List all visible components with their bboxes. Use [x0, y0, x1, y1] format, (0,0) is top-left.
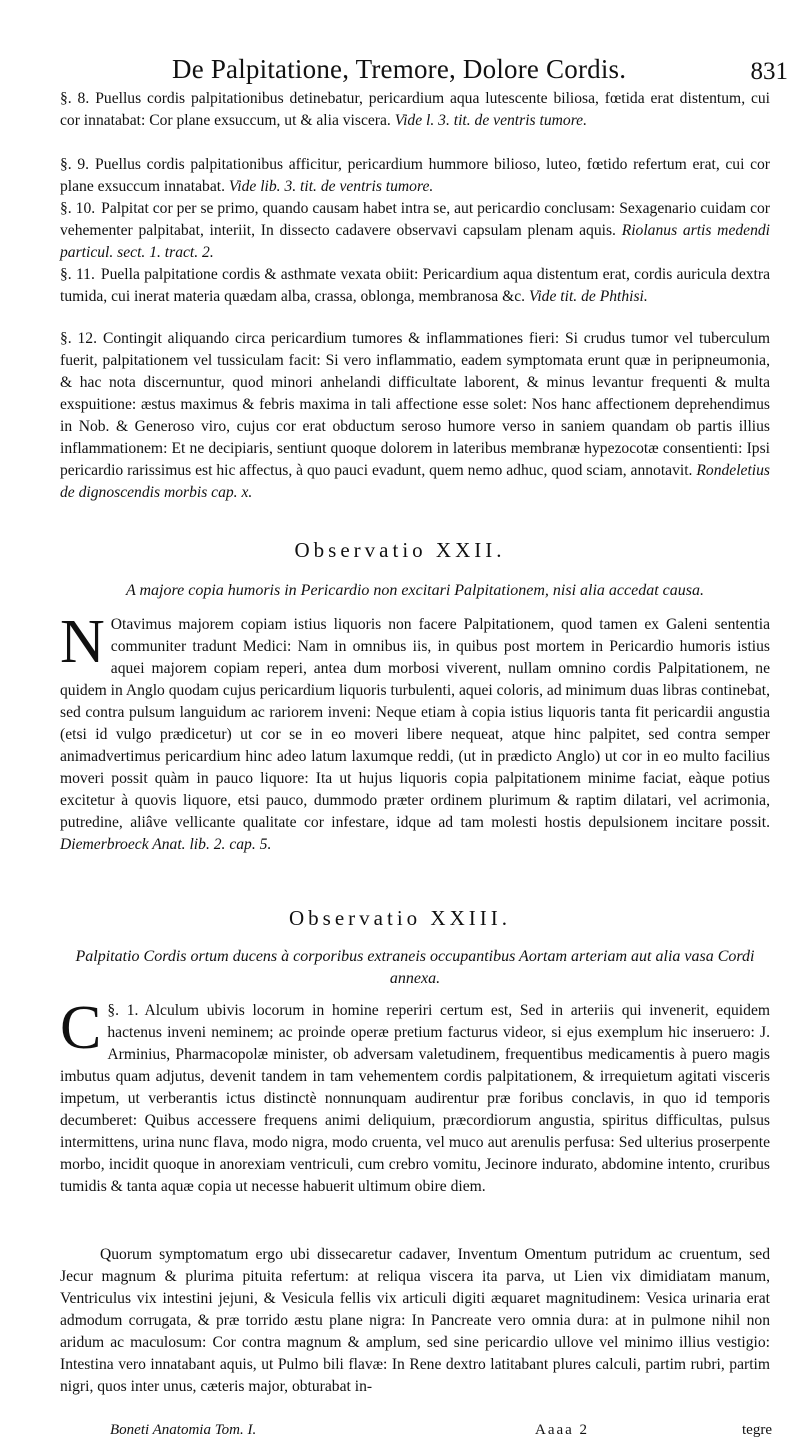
entry-text: Palpitat cor per se primo, quando causam habet intra se, aut pericardio conclusam: Sexagenario cuidam cor vehementer palpitabat, interiit, In dissecto cadavere observavi capsulam plenam aquis. — [60, 200, 770, 239]
entry-paragraph-8 — [60, 88, 770, 132]
citation: Riolanus artis medendi particul. sect. 1. tract. 2. — [60, 222, 771, 261]
section-number: §. 8. — [60, 90, 90, 107]
observation-paragraph-2: Quorum symptomatum ergo ubi dissecaretur cadaver, Inventum Omentum putridum ac cruentum, sed Jecur magnum & plurima pituita refertum: at reliqua viscera ita parva, ut Lien vix dimidiatam manum, Ventriculus vix intestini jejuni, & Vesicula fellis vix articuli digiti æquaret magnitudinem: Vesica urinaria erat admodum corrugata, & præ torrido æstu plane nigra: In Pancreate vero omnia dura: at in pulmone nihil non aridum ac maculosum: Cor contra magnum & amplum, sed sine pericardio ullove vel minimo illius vestigio: Intestina vero innatabant aquis, ut Pulmo bili flavæ: In Rene dextro latitabant plures calculi, partim rubri, partim nigri, quos inter unus, cæteris major, obturabat in- — [60, 1246, 770, 1395]
observation-text: Otavimus majorem copiam istius liquoris non facere Palpitationem, quod tamen ex Galeni sententia communiter tradunt Medici: Nam in omnibus iis, in quibus post mortem in Pericardio humoris istius aquei majorem copiam reperi, antea dum morbosi viverent, nullam omnino cordis Palpitationem, ne quidem in Anglo quodam cujus pericardium liquoris turbulenti, aquei coloris, ad minimum duas libras continebat, sed contra pulsum languidum ac rariorem inveni: Neque etiam à copia istius liquoris tanta fit pericardii angustia (etsi id vulgo prædicetur) ut cor se in eo moveri libere nequeat, atque hinc palpitet, sed contra semper animadvertimus pericardium hinc adeo latum laxumque reddi, (ut in prædicto Anglo) ut cor in eo multo facilius moveri possit quàm in pauco liquore: Ita ut hujus liquoris copia palpitationem minime faciat, eàque potius excitetur à quovis liquore, etsi pauco, dummodo præter ordinem plurimum & raptim dilatari, vel acrimonia, putredine, aliâve vellicante qualitate cor infestare, idque ad tam molesti hostis depulsionem incitare possit. — [60, 616, 770, 831]
signature-mark: Aaaa 2 — [535, 1422, 590, 1438]
citation: Vide l. 3. tit. de ventris tumore. — [394, 112, 588, 129]
entry-text: Puella palpitatione cordis & asthmate vexata obiit: Pericardium aqua distentum erat, cordis auricula dextra tumida, cui inerat materia quædam alba, crassa, oblonga, membranosa &c. — [60, 266, 771, 305]
entry-paragraph-12 — [60, 328, 770, 504]
observation-text: Alculum ubivis locorum in homine reperiri certum est, Sed in arteriis qui invenerit, equidem hactenus inveni neminem; ac proinde operæ pretium facturus videor, si ejus exemplum hic inseruero: J. Arminius, Pharmacopolæ minister, ob adversam valetudinem, frequentibus medicamentis à puero magis imbutus quam adjutus, devenit tandem in tam vehementem cordis palpitationem, & irrequietum agitati visceris impetum, ut verberantis ictus distinctè nonnunquam audirentur præ foribus conclavis, in quo id temporis decumberet: Quibus accessere frequens animi deliquium, præcordiorum angustia, spiritus difficultas, pulsus intermittens, urina nunc flava, modo nigra, modo cruenta, vel muco aut arenulis perfusa: Sed ulterius proserpente morbo, incidit quoque in anorexiam ventriculi, cum crebro vomitu, Jecinore indurato, abdomine intento, cruribus tumidis & tanta aquæ copia ut necesse habuerit ultimum obire diem. — [60, 1002, 770, 1195]
citation: Diemerbroeck Anat. lib. 2. cap. 5. — [60, 836, 272, 853]
drop-cap: C — [60, 994, 102, 1062]
section-number: §. 11. — [60, 266, 95, 283]
observation-body-23 — [60, 994, 770, 1198]
citation: Vide tit. de Phthisi. — [528, 288, 648, 305]
entry-text: Puellus cordis palpitationibus detinebatur, pericardium aqua lutescente biliosa, fœtida erat distentum, cui cor innatabat: Cor plane exsuccum, ut & alia viscera. — [60, 90, 770, 129]
observation-heading-23: Observatio XXIII. — [289, 906, 511, 930]
observation-heading-22: Observatio XXII. — [294, 538, 506, 562]
observation-subtitle-23: Palpitatio Cordis ortum ducens à corporibus extraneis occupantibus Aortam arteriam aut alia vasa Cordi annexa. — [75, 948, 755, 987]
entry-text: Puellus cordis palpitationibus afficitur, pericardium hummore bilioso, luteo, fœtido refertum erat, cui cor plane exsuccum innatabat. — [60, 156, 770, 195]
section-number: §. 1. — [107, 1002, 139, 1019]
citation: Rondeletius de dignoscendis morbis cap. x. — [60, 462, 770, 501]
citation: Vide lib. 3. tit. de ventris tumore. — [228, 178, 434, 195]
observation-body-22 — [60, 608, 770, 856]
catchword: tegre — [742, 1422, 772, 1438]
section-number: §. 10. — [60, 200, 96, 217]
entry-paragraph-9 — [60, 154, 770, 198]
page-footer — [0, 1418, 800, 1448]
page-header — [0, 54, 800, 90]
observation-subtitle-22: A majore copia humoris in Pericardio non excitari Palpitationem, nisi alia accedat causa. — [126, 582, 704, 599]
section-number: §. 9. — [60, 156, 90, 173]
entry-paragraph-10 — [60, 198, 770, 264]
page-number: 831 — [750, 58, 788, 85]
section-number: §. 12. — [60, 330, 97, 347]
entry-text: Contingit aliquando circa pericardium tumores & inflammationes fieri: Si crudus tumor vel tuberculum fuerit, palpitationem vel tussiculam facit: Si vero inflammatio, eadem symptomata erunt quæ in peripneumonia, & hac nota discernuntur, quod minori anhelandi difficultate laborent, & minus levantur frequenti & multa exspuitione: æstus maximus & febris maxima in tali affectione esse solet: Nos hanc affectionem deprehendimus in Nob. & Generoso viro, cujus cor erat obductum seroso humore verso in saniem quandam ob partis illius inflammationem: Et ne decipiaris, sentiunt quoque dolorem in lateribus membranæ hypezocotæ consentienti: Ipsi pericardio rarissimus est hic affectus, à quo pauci evadunt, quem nemo adhuc, quod sciam, annotavit. — [60, 330, 770, 479]
running-title: De Palpitatione, Tremore, Dolore Cordis. — [172, 54, 627, 84]
entry-paragraph-11 — [60, 264, 770, 308]
book-signature: Boneti Anatomia Tom. I. — [110, 1422, 257, 1438]
drop-cap: N — [60, 608, 105, 676]
